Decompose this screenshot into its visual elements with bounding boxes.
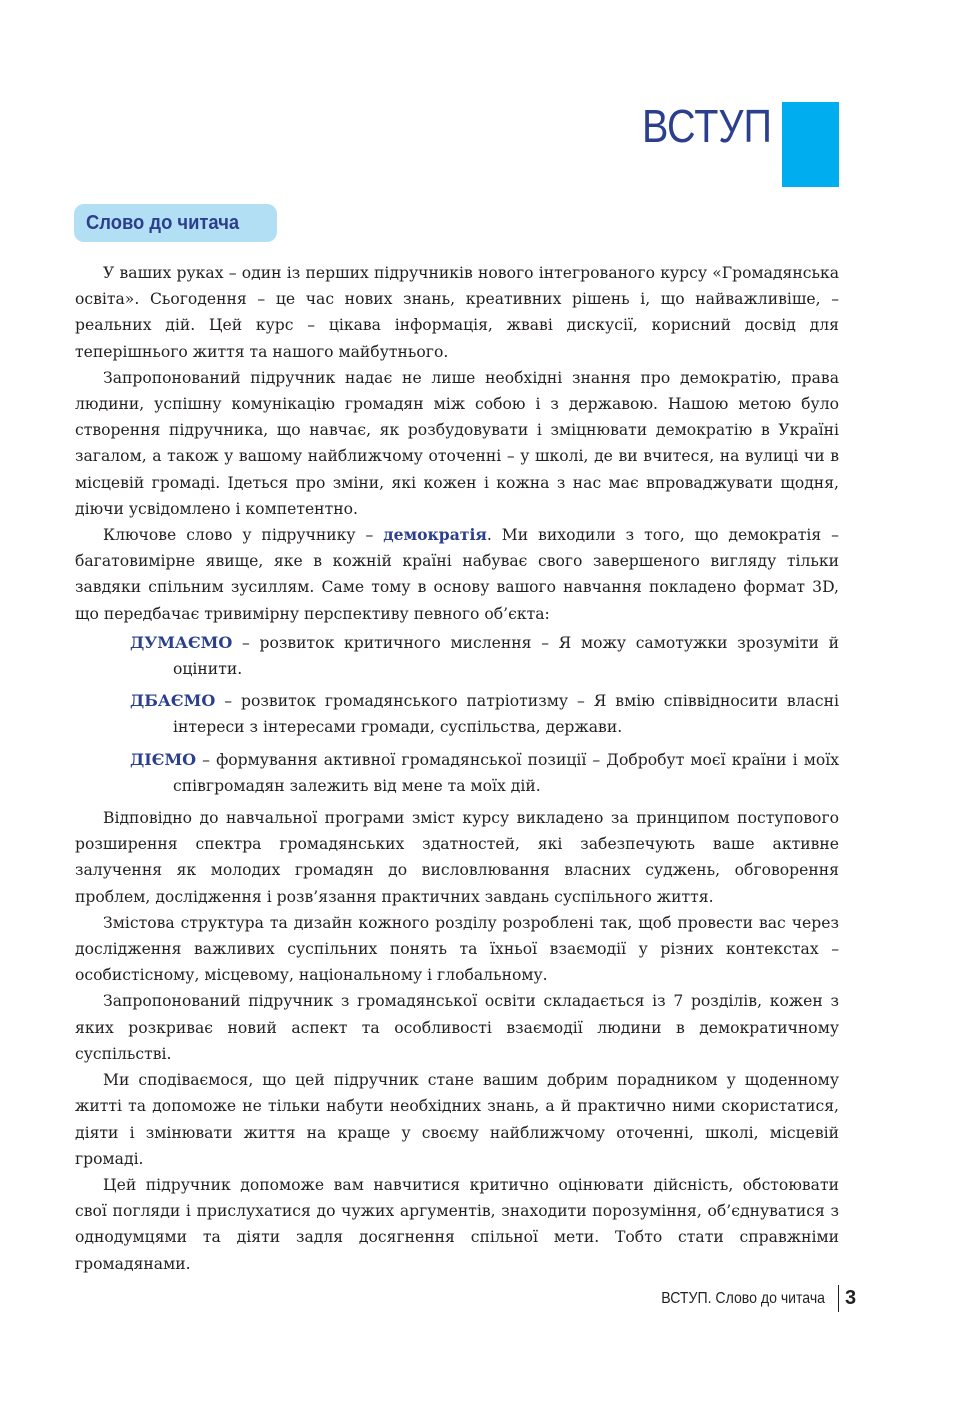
page-number: 3 [845, 1287, 857, 1309]
list-term-act: ДІЄМО [130, 749, 197, 769]
running-title: ВСТУП. Слово до читача [661, 1290, 825, 1307]
paragraph-chapters: Запропонований підручник з громадянської освіти складається із 7 розділів, кожен з яких розкриває новий аспект та особливості взаємодії людини в демократичному суспільстві. [75, 992, 839, 1063]
paragraph-keyword [75, 522, 839, 627]
paragraph-hope: Ми сподіваємося, що цей підручник стане вашим добрим порадником у щоденному житті та допоможе не тільки набути необхідних знань, а й практично ними скористатися, діяти і змінювати життя на краще у своєму найближчому оточенні, школі, місцевій громаді. [75, 1071, 839, 1168]
paragraph-program: Відповідно до навчальної програми зміст курсу викладено за принципом поступового розширення спектра громадянських здатностей, які забезпечують ваше активне залучення як молодих громадян до висловлювання власних суджень, обговорення проблем, дослідження і розв’язання практичних завдань суспільного життя. [75, 809, 839, 906]
section-title: Слово до читача [86, 212, 240, 234]
paragraph-structure: Змістова структура та дизайн кожного розділу розроблені так, щоб провести вас через дослідження важливих суспільних понять та їхньої взаємодії у різних контекстах – особистісному, місцевому, національному і глобальному. [75, 913, 839, 985]
list-item-care [75, 688, 839, 740]
three-d-list [75, 630, 839, 799]
list-term-care: ДБАЄМО [130, 691, 216, 711]
list-text-care: – розвиток громадянського патріотизму – Я вмію співвідносити власні інтереси з інтересами громади, суспільства, держави. [173, 692, 839, 737]
paragraph-intro: У ваших руках – один із перших підручників нового інтегрованого курсу «Громадянська освіта». Сьогодення – це час нових знань, креативних рішень і, що найважливіше, – реальних дій. Цей курс – цікава інформація, жваві дискусії, корисний досвід для теперішнього життя та нашого майбутнього. [75, 264, 839, 361]
list-item-think [75, 630, 839, 682]
footer-divider [838, 1285, 839, 1312]
list-term-think: ДУМАЄМО [130, 632, 233, 652]
body-text [75, 260, 839, 1277]
list-item-act [75, 747, 839, 799]
paragraph-conclusion: Цей підручник допоможе вам навчитися критично оцінювати дійсність, обстоювати свої погляди і прислухатися до чужих аргументів, знаходити порозуміння, об’єднуватися з однодумцями та діяти задля досягнення спільної мети. Тобто стати справжніми громадянами. [75, 1175, 839, 1273]
paragraph-keyword-before: Ключове слово у підручнику – [103, 526, 384, 545]
paragraph-keyword-after: . Ми виходили з того, що демократія – багатовимірне явище, яке в кожній країні набуває свого завершеного вигляду тільки завдяки спільним зусиллям. Саме тому в основу вашого навчання покладено формат 3D, що передбачає тривимірну перспективу певного об’єкта: [75, 526, 839, 623]
keyword-democracy: демократія [383, 525, 487, 545]
list-text-think: – розвиток критичного мислення – Я можу самотужки зрозуміти й оцінити. [173, 633, 839, 679]
chapter-title: ВСТУП [641, 100, 772, 152]
paragraph-purpose: Запропонований підручник надає не лише необхідні знання про демократію, права людини, успішну комунікацію громадян між собою і з державою. Нашою метою було створення підручника, що навчає, як розбудовувати і зміцнювати демократію в Україні загалом, а також у вашому найближчому оточенні – у школі, де ви вчитеся, на вулиці чи в місцевій громаді. Ідеться про зміни, які кожен і кожна з нас має впроваджувати щодня, діючи усвідомлено і компетентно. [75, 368, 839, 518]
list-text-act: – формування активної громадянської позиції – Добробут моєї країни і моїх співгромадян залежить від мене та моїх дій. [173, 750, 839, 795]
chapter-accent-bar [782, 102, 839, 187]
